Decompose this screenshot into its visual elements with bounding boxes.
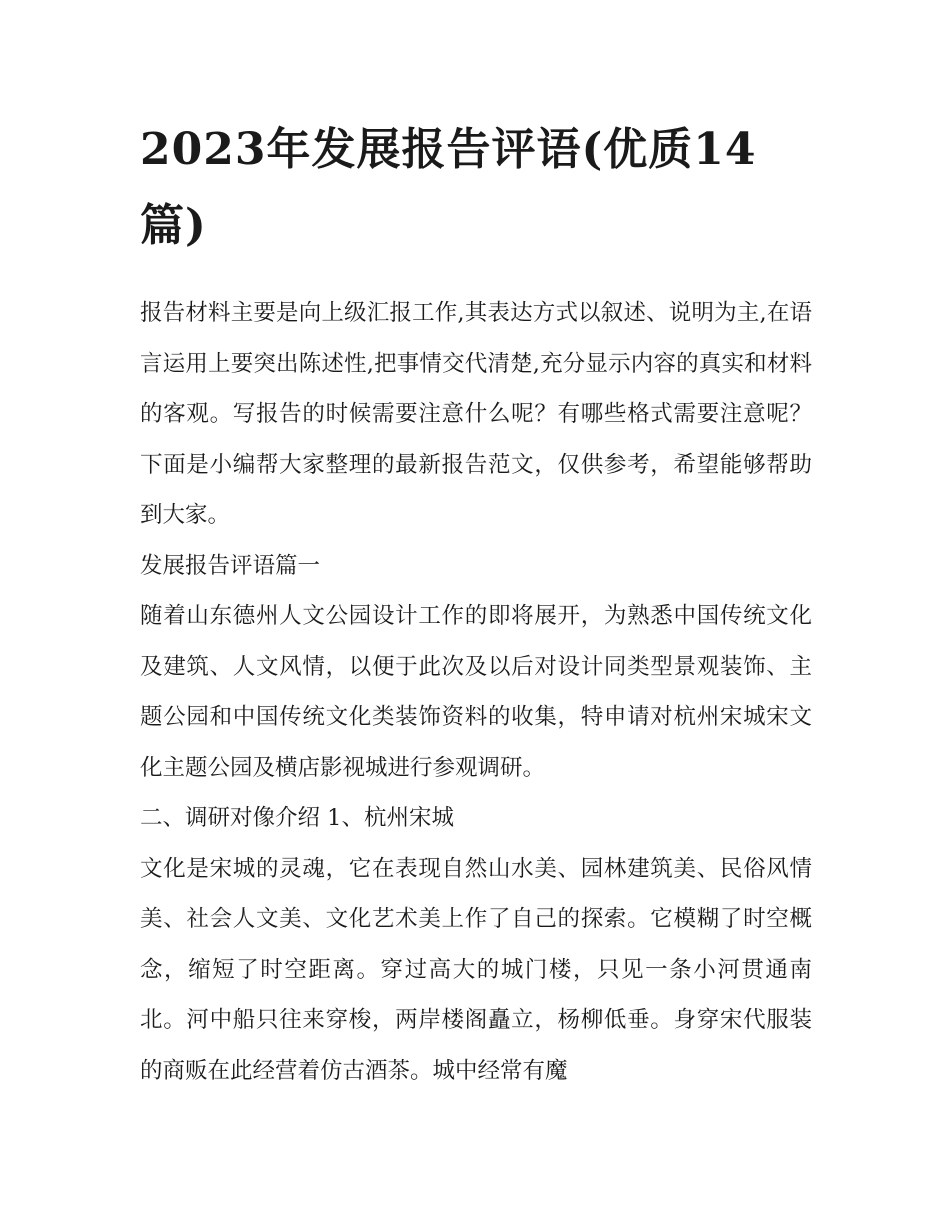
intro-paragraph: 报告材料主要是向上级汇报工作,其表达方式以叙述、说明为主,在语言运用上要突出陈述性,把事情交代清楚,充分显示内容的真实和材料的客观。写报告的时候需要注意什么呢？有哪些格式需要注意呢？下面是小编帮大家整理的最新报告范文，仅供参考，希望能够帮助到大家。 (140, 300, 812, 528)
document-page (140, 112, 812, 1096)
subheading: 二、调研对像介绍 1、杭州宋城 (140, 805, 454, 831)
body-paragraph-1: 随着山东德州人文公园设计工作的即将展开，为熟悉中国传统文化及建筑、人文风情，以便于此次及以后对设计同类型景观装饰、主题公园和中国传统文化类装饰资料的收集，特申请对杭州宋城宋文化主题公园及横店影视城进行参观调研。 (140, 603, 812, 781)
document-title: 2023年发展报告评语(优质14篇) (140, 124, 757, 251)
body-paragraph-2: 文化是宋城的灵魂，它在表现自然山水美、园林建筑美、民俗风情美、社会人文美、文化艺术美上作了自己的探索。它模糊了时空概念，缩短了时空距离。穿过高大的城门楼，只见一条小河贯通南北。河中船只往来穿梭，两岸楼阁矗立，杨柳低垂。身穿宋代服装的商贩在此经营着仿古酒茶。城中经常有魔 (140, 855, 812, 1084)
section-heading: 发展报告评语篇一 (140, 552, 321, 579)
